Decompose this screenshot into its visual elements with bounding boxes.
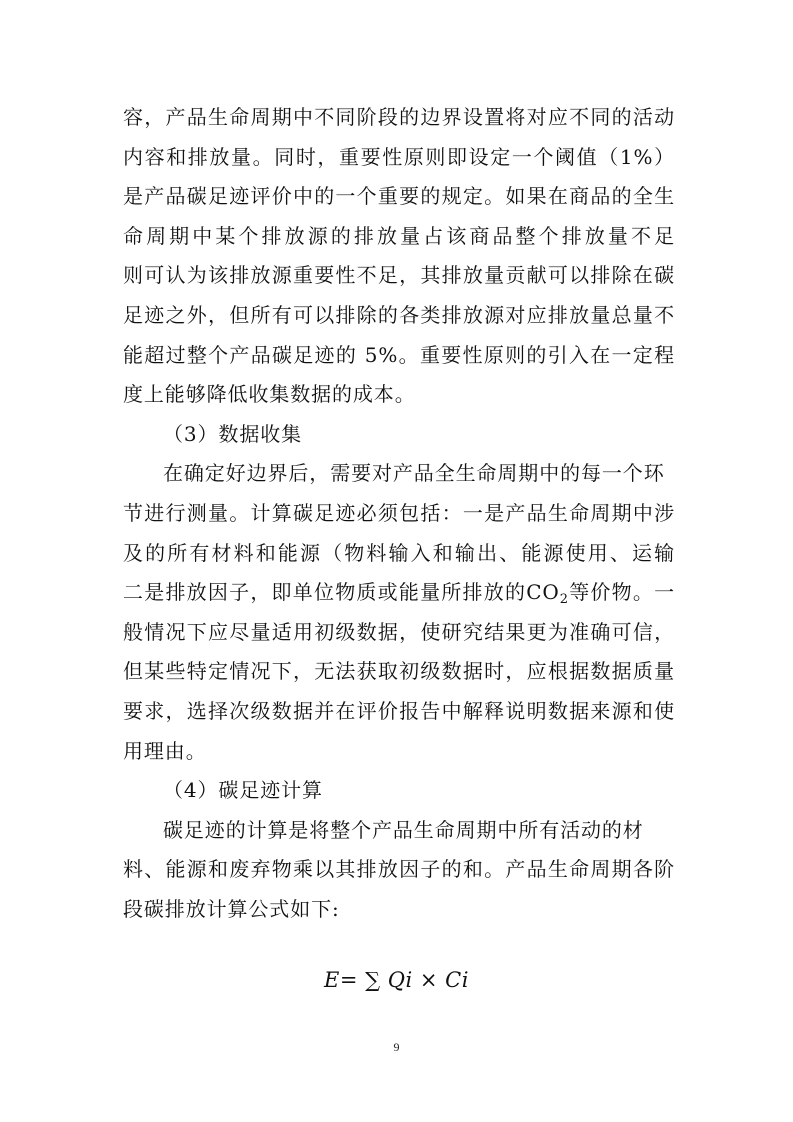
section-heading-data-collection: （3）数据收集 [163, 421, 303, 446]
paragraph-1-line-1: 容，产品生命周期中不同阶段的边界设置将对应不同的活动 [123, 105, 675, 129]
body-text [123, 98, 675, 929]
paragraph-2-line-2: 节进行测量。计算碳足迹必须包括：一是产品生命周期中涉 [123, 500, 675, 525]
paragraph-2-line-8: 用理由。 [123, 738, 207, 763]
paragraph-1-line-4: 命周期中某个排放源的排放量占该商品整个排放量不足 [123, 223, 675, 248]
paragraph-2-line-4-text-a: 二是排放因子，即单位物质或能量所排放的CO [123, 580, 560, 605]
paragraph-1-line-8: 度上能够降低收集数据的成本。 [123, 382, 416, 407]
paragraph-2-line-4-text-b: 等价物。一 [568, 580, 675, 605]
paragraph-2-line-6: 但某些特定情况下，无法获取初级数据时，应根据数据质量 [123, 659, 675, 684]
paragraph-2-line-7: 要求，选择次级数据并在评价报告中解释说明数据来源和使 [123, 698, 675, 723]
paragraph-2-line-3: 及的所有材料和能源（物料输入和输出、能源使用、运输 [123, 540, 675, 565]
paragraph-3-line-1: 碳足迹的计算是将整个产品生命周期中所有活动的材 [163, 817, 644, 842]
section-heading-carbon-footprint-calculation: （4）碳足迹计算 [163, 778, 323, 803]
co2-subscript: 2 [559, 592, 569, 608]
paragraph-2-line-1: 在确定好边界后，需要对产品全生命周期中的每一个环 [163, 461, 665, 486]
page-number: 9 [393, 1040, 400, 1054]
paragraph-3-line-3: 段碳排放计算公式如下: [123, 896, 340, 921]
paragraph-2-line-4 [123, 573, 675, 613]
emission-formula: E= ∑ Qi × Ci [324, 968, 469, 992]
paragraph-2-line-5: 般情况下应尽量适用初级数据，使研究结果更为准确可信， [123, 619, 675, 644]
paragraph-1-line-3: 是产品碳足迹评价中的一个重要的规定。如果在商品的全生 [123, 184, 675, 209]
paragraph-1-line-6: 足迹之外，但所有可以排除的各类排放源对应排放量总量不 [123, 302, 675, 327]
paragraph-1-line-5: 则可认为该排放源重要性不足，其排放量贡献可以排除在碳 [123, 263, 675, 288]
paragraph-3-line-2: 料、能源和废弃物乘以其排放因子的和。产品生命周期各阶 [123, 857, 675, 882]
paragraph-1-line-7: 能超过整个产品碳足迹的 5%。重要性原则的引入在一定程 [123, 342, 675, 367]
paragraph-1-line-2: 内容和排放量。同时，重要性原则即设定一个阈值（1%） [123, 144, 675, 169]
